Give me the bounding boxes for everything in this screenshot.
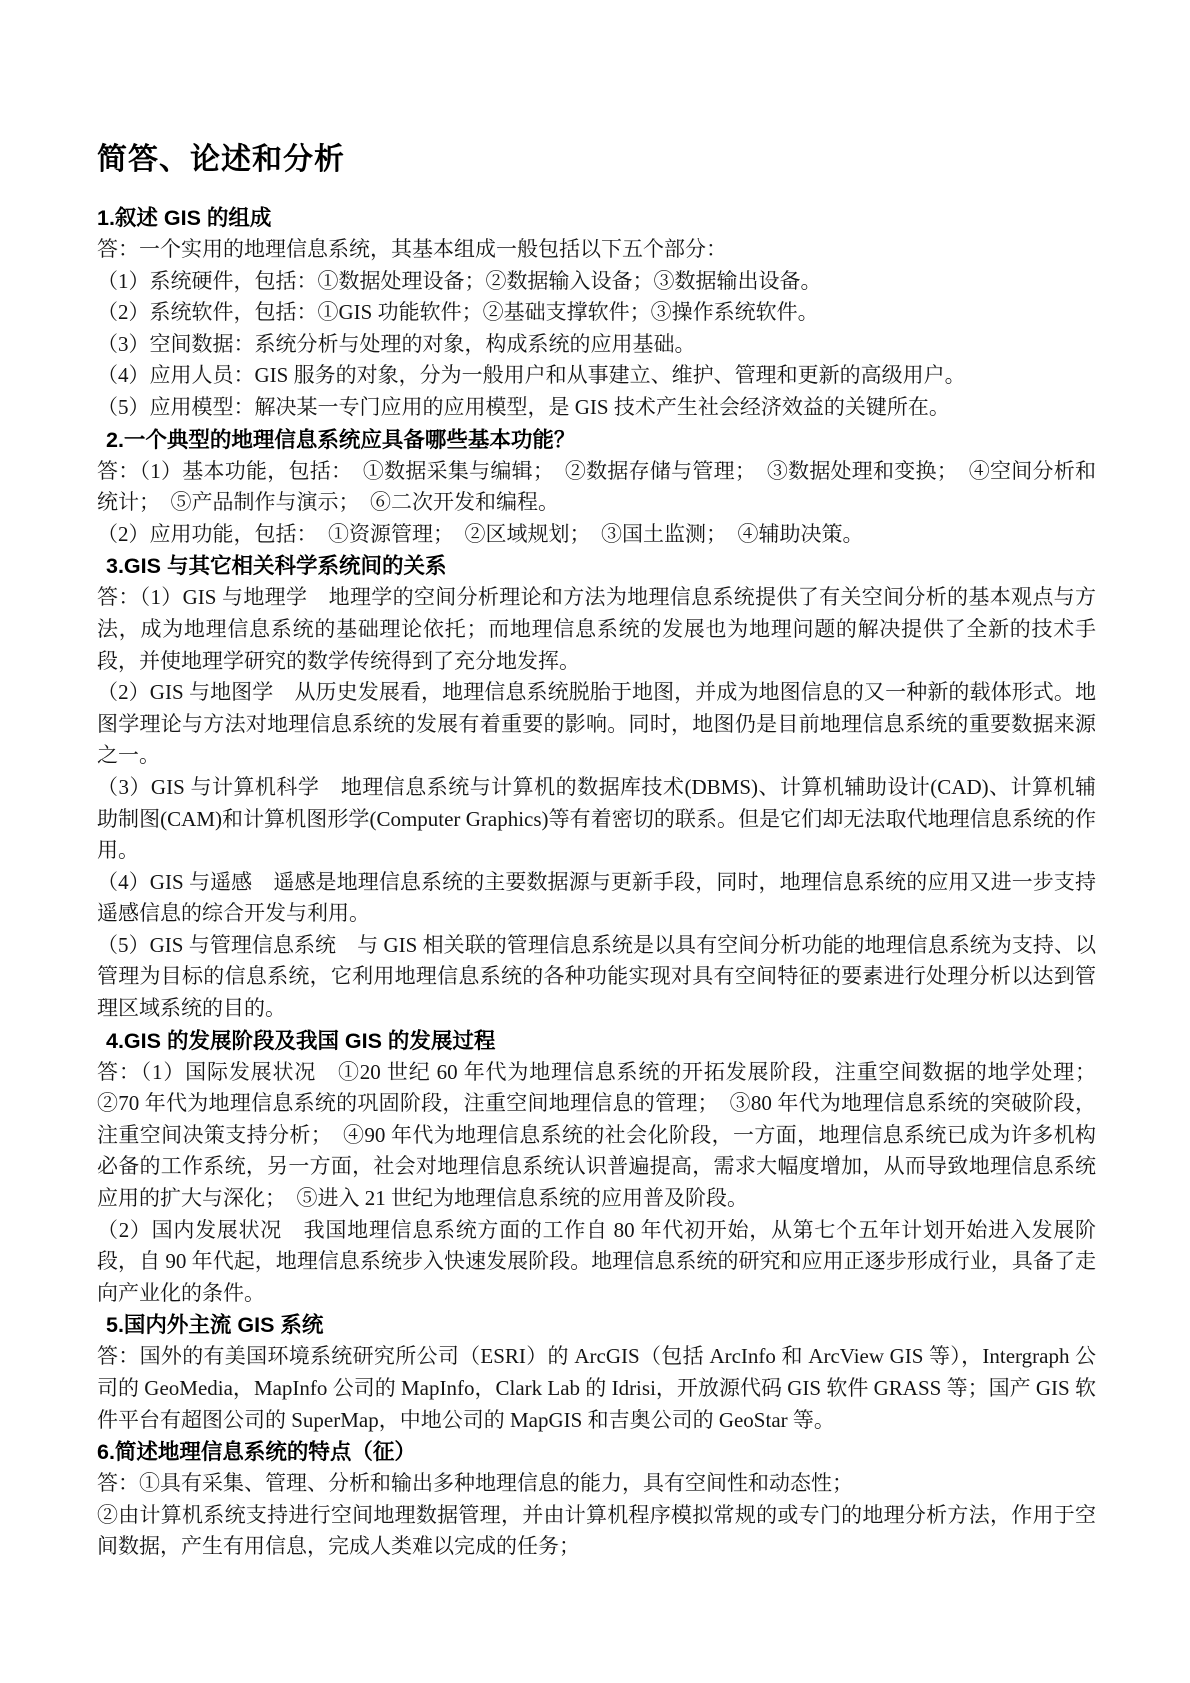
answer-paragraph: 答：一个实用的地理信息系统，其基本组成一般包括以下五个部分： [97, 237, 727, 261]
answer-paragraph: （3）GIS 与计算机科学 地理信息系统与计算机的数据库技术(DBMS)、计算机辅助设计(CAD)、计算机辅助制图(CAM)和计算机图形学(Computer Graphics)等有着密切的联系。但是它们却无法取代地理信息系统的作用。 [97, 774, 1096, 863]
answer-paragraph: （4）应用人员：GIS 服务的对象，分为一般用户和从事建立、维护、管理和更新的高级用户。 [97, 363, 966, 388]
answer-paragraph: 答：①具有采集、管理、分析和输出多种地理信息的能力，具有空间性和动态性； [97, 1471, 853, 1496]
section-q4 [97, 1025, 1096, 1310]
answer-paragraph: （2）应用功能，包括： ①资源管理； ②区域规划； ③国土监测； ④辅助决策。 [97, 521, 864, 546]
answer-paragraph: 答：（1）国际发展状况 ①20 世纪 60 年代为地理信息系统的开拓发展阶段，注重空间数据的地学处理；②70 年代为地理信息系统的巩固阶段，注重空间地理信息的管理； ③80 年代为地理信息系统的突破阶段，注重空间决策支持分析； ④90 年代为地理信息系统的社会化阶段，一方面，地理信息系统已成为许多机构必备的工作系统，另一方面，社会对地理信息系统认识普遍提高，需求大幅度增加，从而导致地理信息系统应用的扩大与深化； ⑤进入 21 世纪为地理信息系统的应用普及阶段。 [97, 1059, 1096, 1211]
answer-paragraph: （1）系统硬件，包括：①数据处理设备；②数据输入设备；③数据输出设备。 [97, 268, 822, 293]
question-heading: 5.国内外主流 GIS 系统 [106, 1313, 324, 1338]
question-heading: 3.GIS 与其它相关科学系统间的关系 [106, 554, 447, 579]
section-q6 [97, 1436, 1096, 1563]
question-heading: 1.叙述 GIS 的组成 [97, 206, 272, 230]
document-content [97, 142, 1096, 1563]
answer-paragraph: 答：（1）GIS 与地理学 地理学的空间分析理论和方法为地理信息系统提供了有关空间分析的基本观点与方法，成为地理信息系统的基础理论依托；而地理信息系统的发展也为地理问题的解决提供了全新的技术手段，并使地理学研究的数学传统得到了充分地发挥。 [97, 585, 1096, 673]
answer-paragraph: （2）系统软件，包括：①GIS 功能软件；②基础支撑软件；③操作系统软件。 [97, 300, 819, 325]
answer-paragraph: ②由计算机系统支持进行空间地理数据管理，并由计算机程序模拟常规的或专门的地理分析方法，作用于空间数据，产生有用信息，完成人类难以完成的任务； [97, 1502, 1096, 1559]
section-q3 [97, 550, 1096, 1024]
answer-paragraph: （2）GIS 与地图学 从历史发展看，地理信息系统脱胎于地图，并成为地图信息的又一种新的载体形式。地图学理论与方法对地理信息系统的发展有着重要的影响。同时，地图仍是目前地理信息系统的重要数据来源之一。 [97, 680, 1096, 768]
question-heading: 2.一个典型的地理信息系统应具备哪些基本功能？ [106, 427, 576, 452]
section-q2 [97, 424, 1096, 551]
answer-paragraph: （5）GIS 与管理信息系统 与 GIS 相关联的管理信息系统是以具有空间分析功能的地理信息系统为支持、以管理为目标的信息系统，它利用地理信息系统的各种功能实现对具有空间特征的要素进行处理分析以达到管理区域系统的目的。 [97, 932, 1096, 1021]
page-title: 简答、论述和分析 [97, 143, 345, 176]
answer-paragraph: 答：（1）基本功能，包括： ①数据采集与编辑； ②数据存储与管理； ③数据处理和变换； ④空间分析和统计； ⑤产品制作与演示； ⑥二次开发和编程。 [97, 458, 1096, 515]
question-heading: 6.简述地理信息系统的特点（征） [97, 1440, 416, 1465]
section-q1 [97, 202, 1096, 424]
answer-paragraph: （4）GIS 与遥感 遥感是地理信息系统的主要数据源与更新手段，同时，地理信息系统的应用又进一步支持遥感信息的综合开发与利用。 [97, 869, 1096, 926]
answer-paragraph: （2）国内发展状况 我国地理信息系统方面的工作自 80 年代初开始，从第七个五年计划开始进入发展阶段，自 90 年代起，地理信息系统步入快速发展阶段。地理信息系统的研究和应用正逐步形成行业，具备了走向产业化的条件。 [97, 1217, 1096, 1305]
section-q5 [97, 1309, 1096, 1436]
answer-paragraph: （3）空间数据：系统分析与处理的对象，构成系统的应用基础。 [97, 331, 696, 356]
answer-paragraph: 答：国外的有美国环境系统研究所公司（ESRI）的 ArcGIS（包括 ArcInfo 和 ArcView GIS 等），Intergraph 公司的 GeoMedia，MapInfo 公司的 MapInfo，Clark Lab 的 Idrisi，开放源代码 GIS 软件 GRASS 等；国产 GIS 软件平台有超图公司的 SuperMap，中地公司的 MapGIS 和吉奥公司的 GeoStar 等。 [97, 1344, 1096, 1432]
answer-paragraph: （5）应用模型：解决某一专门应用的应用模型，是 GIS 技术产生社会经济效益的关键所在。 [97, 394, 950, 419]
question-heading: 4.GIS 的发展阶段及我国 GIS 的发展过程 [106, 1028, 496, 1053]
